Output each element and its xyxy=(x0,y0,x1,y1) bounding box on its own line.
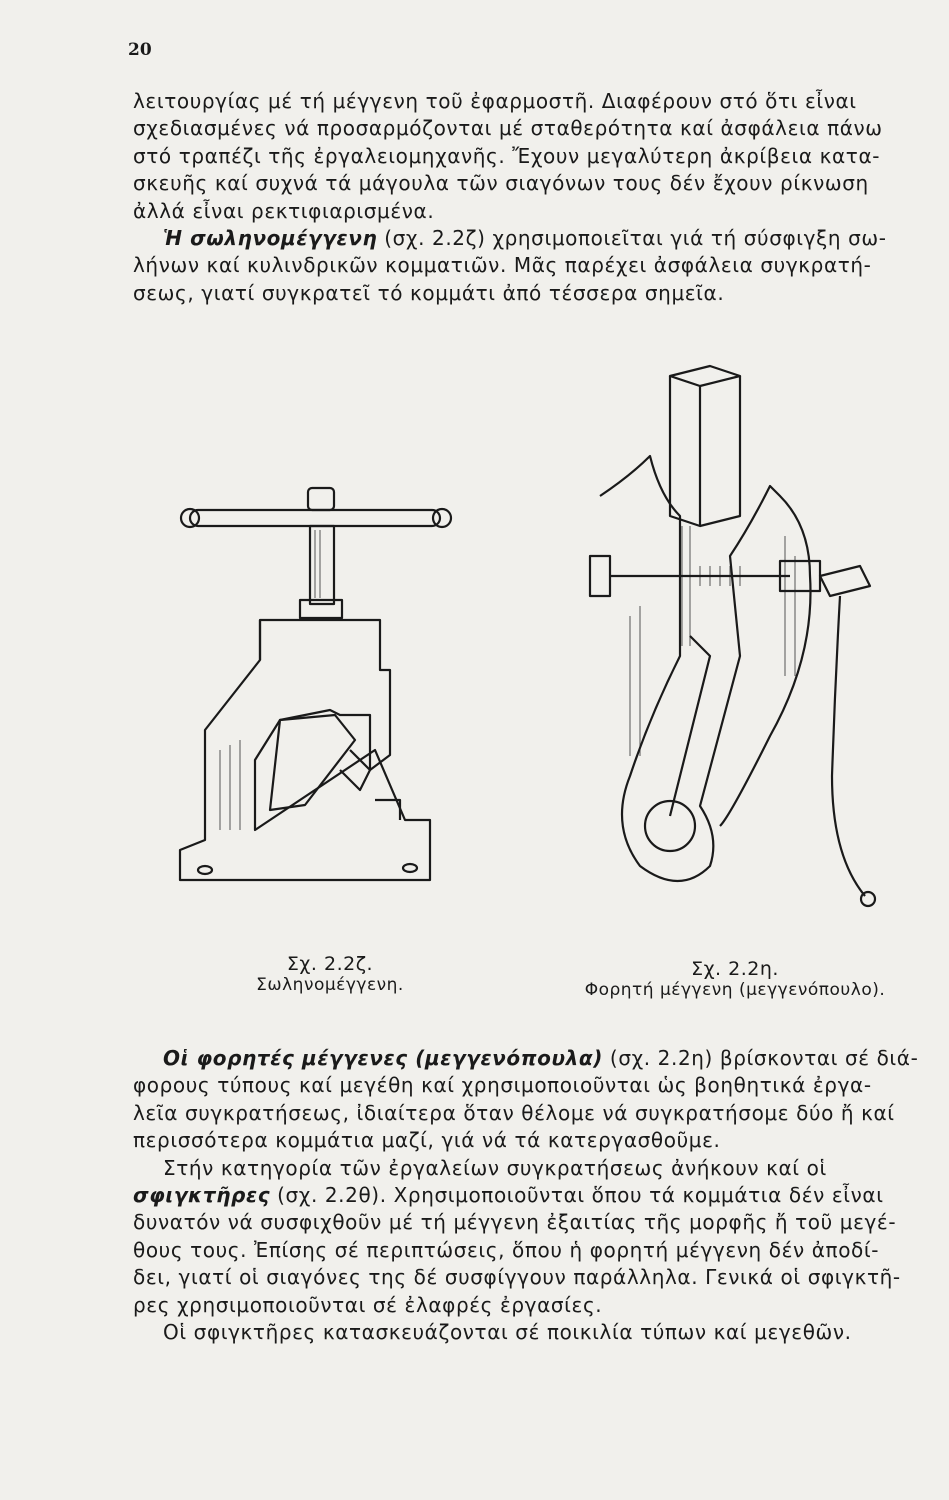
page-number: 20 xyxy=(128,40,152,60)
figure-caption xyxy=(200,953,460,995)
text-line: δει, γιατί οἱ σιαγόνες της δέ συσφίγγουν παράλληλα. Γενικά οἱ σφιγκτῆ- xyxy=(133,1265,901,1290)
text-line: περισσότερα κομμάτια μαζί, γιά νά τά κατεργασθοῦμε. xyxy=(133,1128,721,1153)
figure-label: Σχ. 2.2η. xyxy=(691,958,779,980)
text-line: Οἱ σφιγκτῆρες κατασκευάζονται σέ ποικιλία τύπων καί μεγεθῶν. xyxy=(163,1320,852,1345)
clamps-term: σφιγκτῆρες xyxy=(133,1183,271,1208)
text-line: λεῖα συγκρατήσεως, ἰδιαίτερα ὅταν θέλομε νά συγκρατήσομε δύο ἤ καί xyxy=(133,1100,895,1125)
text-line: φορους τύπους καί μεγέθη καί χρησιμοποιοῦνται ὡς βοηθητικά ἐργα- xyxy=(133,1073,872,1098)
portable-vise-term: Οἱ φορητές μέγγενες (μεγγενόπουλα) xyxy=(163,1046,603,1070)
intro-paragraph xyxy=(133,88,929,307)
text-fragment: (σχ. 2.2η) βρίσκονται σέ διά- xyxy=(602,1046,919,1070)
pipe-vise-term: Ἡ σωληνομέγγενη xyxy=(163,226,378,251)
text-line: λειτουργίας μέ τή μέγγενη τοῦ ἐφαρμοστῆ. Διαφέρουν στό ὅτι εἶναι xyxy=(133,89,857,113)
text-line: Στήν κατηγορία τῶν ἐργαλείων συγκρατήσεως ἀνήκουν καί οἱ xyxy=(163,1155,827,1180)
pipe-vise-illustration xyxy=(160,470,480,910)
text-line: ρες χρησιμοποιοῦνται σέ ἐλαφρές ἐργασίες. xyxy=(133,1292,603,1317)
portable-vise-paragraph xyxy=(133,1045,929,1346)
figure-title: Σωληνομέγγενη. xyxy=(256,975,404,995)
text-line xyxy=(133,225,929,252)
text-line: σκευῆς καί συχνά τά μάγουλα τῶν σιαγόνων τους δέν ἔχουν ρίκνωση xyxy=(133,171,869,196)
text-line: σεως, γιατί συγκρατεῖ τό κομμάτι ἀπό τέσσερα σημεῖα. xyxy=(133,280,725,305)
text-line: λήνων καί κυλινδρικῶν κομματιῶν. Μᾶς παρέχει ἀσφάλεια συγκρατή- xyxy=(133,253,872,278)
figure-caption xyxy=(560,958,910,1000)
figure-title: Φορητή μέγγενη (μεγγενόπουλο). xyxy=(584,980,886,1000)
text-line xyxy=(133,1182,929,1209)
portable-vise-illustration xyxy=(570,356,890,936)
text-line: ἀλλά εἶναι ρεκτιφιαρισμένα. xyxy=(133,198,435,223)
text-line: στό τραπέζι τῆς ἐργαλειομηχανῆς. Ἔχουν μεγαλύτερη ἀκρίβεια κατα- xyxy=(133,143,881,168)
text-fragment: (σχ. 2.2θ). Χρησιμοποιοῦνται ὅπου τά κομμάτια δέν εἶναι xyxy=(270,1183,884,1208)
text-line: δυνατόν νά συσφιχθοῦν μέ τή μέγγενη ἐξαιτίας τῆς μορφῆς ἤ τοῦ μεγέ- xyxy=(133,1210,897,1235)
text-fragment: (σχ. 2.2ζ) χρησιμοποιεῖται γιά τή σύσφιγξη σω- xyxy=(377,226,887,251)
text-line: σχεδιασμένες νά προσαρμόζονται μέ σταθερότητα καί ἀσφάλεια πάνω xyxy=(133,116,883,141)
figure-label: Σχ. 2.2ζ. xyxy=(286,953,374,975)
text-line xyxy=(133,1045,929,1072)
text-line: θους τους. Ἐπίσης σέ περιπτώσεις, ὅπου ἡ φορητή μέγγενη δέν ἀποδί- xyxy=(133,1237,880,1262)
